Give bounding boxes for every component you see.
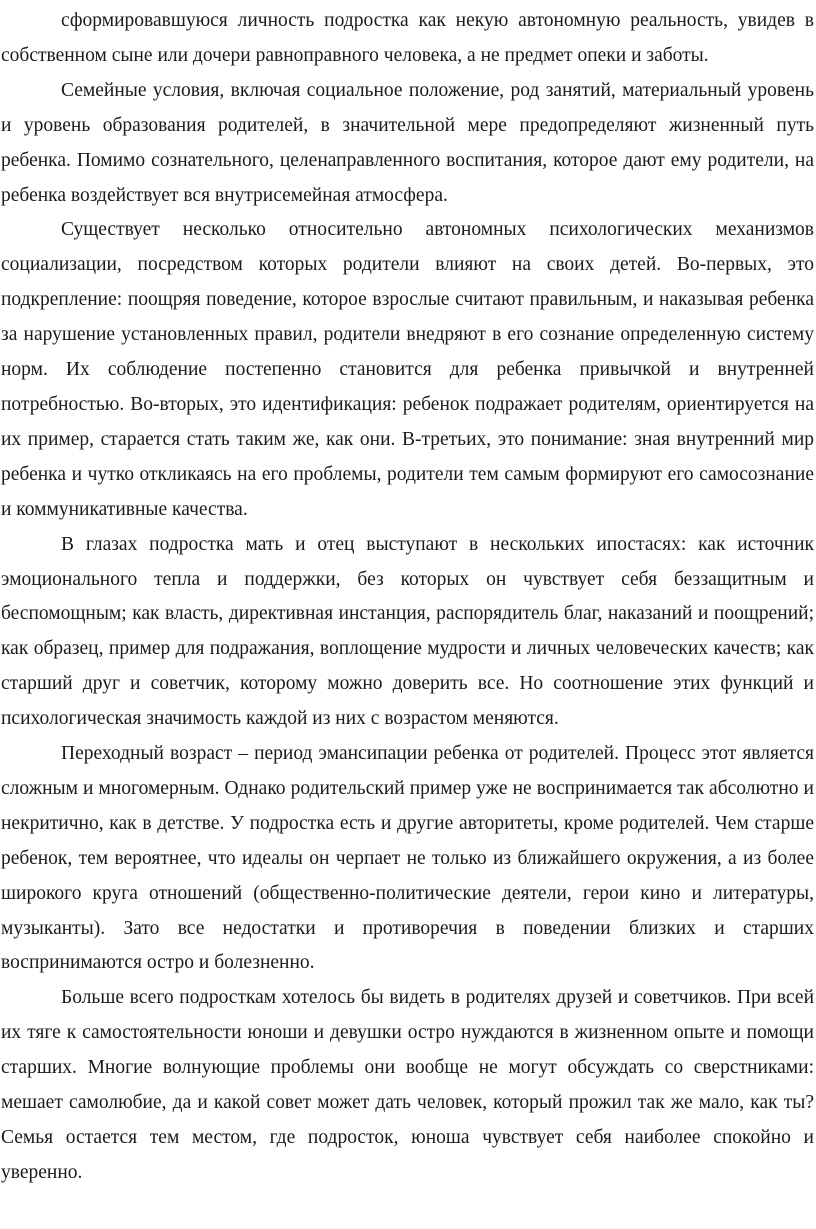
paragraph-transitional-age: Переходный возраст – период эмансипации ребенка от родителей. Процесс этот является сложным и многомерным. Однако родительский пример уже не воспринимается так абсолютно и некритично, как в детстве. У подростка есть и другие авторитеты, кроме родителей. Чем старше ребенок, тем вероятнее, что идеалы он черпает не только из ближайшего окружения, а из более широкого круга отношений (общественно-политические деятели, герои кино и литературы, музыканты). Зато все недостатки и противоречия в поведении близких и старших воспринимаются остро и болезненно. bbox=[1, 743, 814, 974]
paragraph-continuation: сформировавшуюся личность подростка как некую автономную реальность, увидев в собственном сыне или дочери равноправного человека, а не предмет опеки и заботы. bbox=[1, 10, 814, 66]
paragraph-parent-roles: В глазах подростка мать и отец выступают в нескольких ипостасях: как источник эмоционального тепла и поддержки, без которых он чувствует себя беззащитным и беспомощным; как власть, директивная инстанция, распорядитель благ, наказаний и поощрений; как образец, пример для подражания, воплощение мудрости и личных человеческих качеств; как старший друг и советчик, которому можно доверить все. Но соотношение этих функций и психологическая значимость каждой из них с возрастом меняются. bbox=[1, 533, 814, 730]
paragraph-friends-and-advisors: Больше всего подросткам хотелось бы видеть в родителях друзей и советчиков. При всей их тяге к самостоятельности юноши и девушки остро нуждаются в жизненном опыте и помощи старших. Многие волнующие проблемы они вообще не могут обсуждать со сверстниками: мешает самолюбие, да и какой совет может дать человек, который прожил так же мало, как ты? Семья остается тем местом, где подросток, юноша чувствует себя наиболее спокойно и уверенно. bbox=[1, 987, 814, 1183]
paragraph-socialization-mechanisms: Существует несколько относительно автономных психологических механизмов социализации, посредством которых родители влияют на своих детей. Во-первых, это подкрепление: поощряя поведение, которое взрослые считают правильным, и наказывая ребенка за нарушение установленных правил, родители внедряют в его сознание определенную систему норм. Их соблюдение постепенно становится для ребенка привычкой и внутренней потребностью. Во-вторых, это идентификация: ребенок подражает родителям, ориентируется на их пример, старается стать таким же, как они. В-третьих, это понимание: зная внутренний мир ребенка и чутко откликаясь на его проблемы, родители тем самым формируют его самосознание и коммуникативные качества. bbox=[1, 219, 814, 520]
paragraph-family-conditions: Семейные условия, включая социальное положение, род занятий, материальный уровень и уровень образования родителей, в значительной мере предопределяют жизненный путь ребенка. Помимо сознательного, целенаправленного воспитания, которое дают ему родители, на ребенка воздействует вся внутрисемейная атмосфера. bbox=[1, 79, 814, 206]
